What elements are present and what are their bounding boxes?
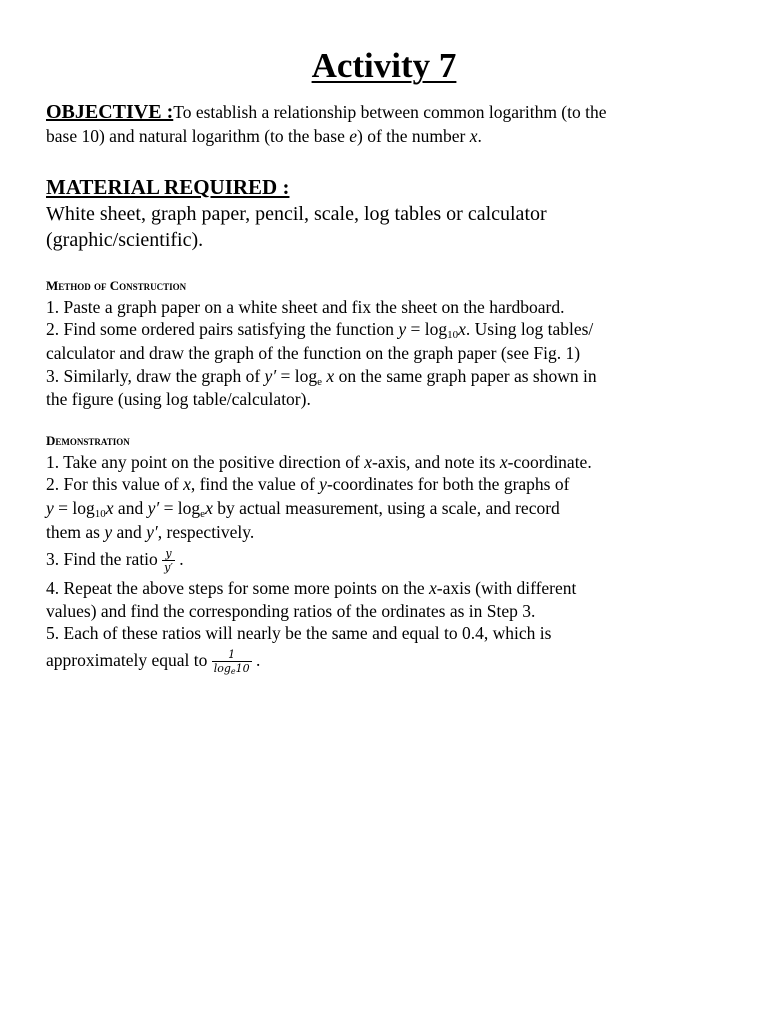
material-line-2: (graphic/scientific). [46, 229, 204, 251]
material-heading: MATERIAL REQUIRED : [46, 175, 290, 199]
log-fraction: $\frac{1}{\log_e10}$ [213, 648, 250, 677]
objective-line-1 [46, 101, 607, 123]
ratio-fraction: $\frac{y}{y'}$ [164, 547, 173, 575]
objective-heading: OBJECTIVE : [46, 101, 174, 123]
method-step-3-line-1: 3. Similarly, draw the graph of $y' = \log_e x$ on the same graph paper as shown in [46, 366, 597, 388]
demo-step-2-line-2: $y = \log_{10}x$ and $y' = \log_ex$ by actual measurement, using a scale, and record [46, 498, 560, 520]
objective-line-2: base 10) and natural logarithm (to the base e) of the number x. [46, 126, 482, 146]
method-step-2-line-2: calculator and draw the graph of the function on the graph paper (see Fig. 1) [46, 343, 581, 363]
demo-step-5-line-1: 5. Each of these ratios will nearly be the same and equal to 0.4, which is [46, 623, 552, 643]
demo-step-5-line-2: approximately equal to $\frac{1}{\log_e10}$ . [46, 648, 261, 677]
demo-step-4-line-1: 4. Repeat the above steps for some more points on the x-axis (with different [46, 578, 577, 598]
page-title: Activity 7 [311, 46, 457, 85]
demo-step-2-line-1: 2. For this value of x, find the value of y-coordinates for both the graphs of [46, 474, 570, 494]
demo-step-1: 1. Take any point on the positive direction of x-axis, and note its x-coordinate. [46, 452, 592, 472]
demo-step-4-line-2: values) and find the corresponding ratios of the ordinates as in Step 3. [46, 601, 536, 621]
material-line-1: White sheet, graph paper, pencil, scale, log tables or calculator [46, 203, 547, 225]
method-step-2-line-1: 2. Find some ordered pairs satisfying the function $y = \log_{10}x$. Using log tables/ [46, 319, 594, 341]
demo-step-3: 3. Find the ratio $\frac{y}{y'}$ . [46, 547, 184, 575]
demonstration-heading: Demonstration [46, 433, 130, 448]
objective-text-1: To establish a relationship between common logarithm (to the [173, 102, 607, 122]
method-step-1: 1. Paste a graph paper on a white sheet and fix the sheet on the hardboard. [46, 297, 565, 317]
method-heading: Method of Construction [46, 278, 187, 293]
demo-step-2-line-3: them as y and y′, respectively. [46, 522, 255, 542]
method-step-3-line-2: the figure (using log table/calculator). [46, 389, 311, 409]
